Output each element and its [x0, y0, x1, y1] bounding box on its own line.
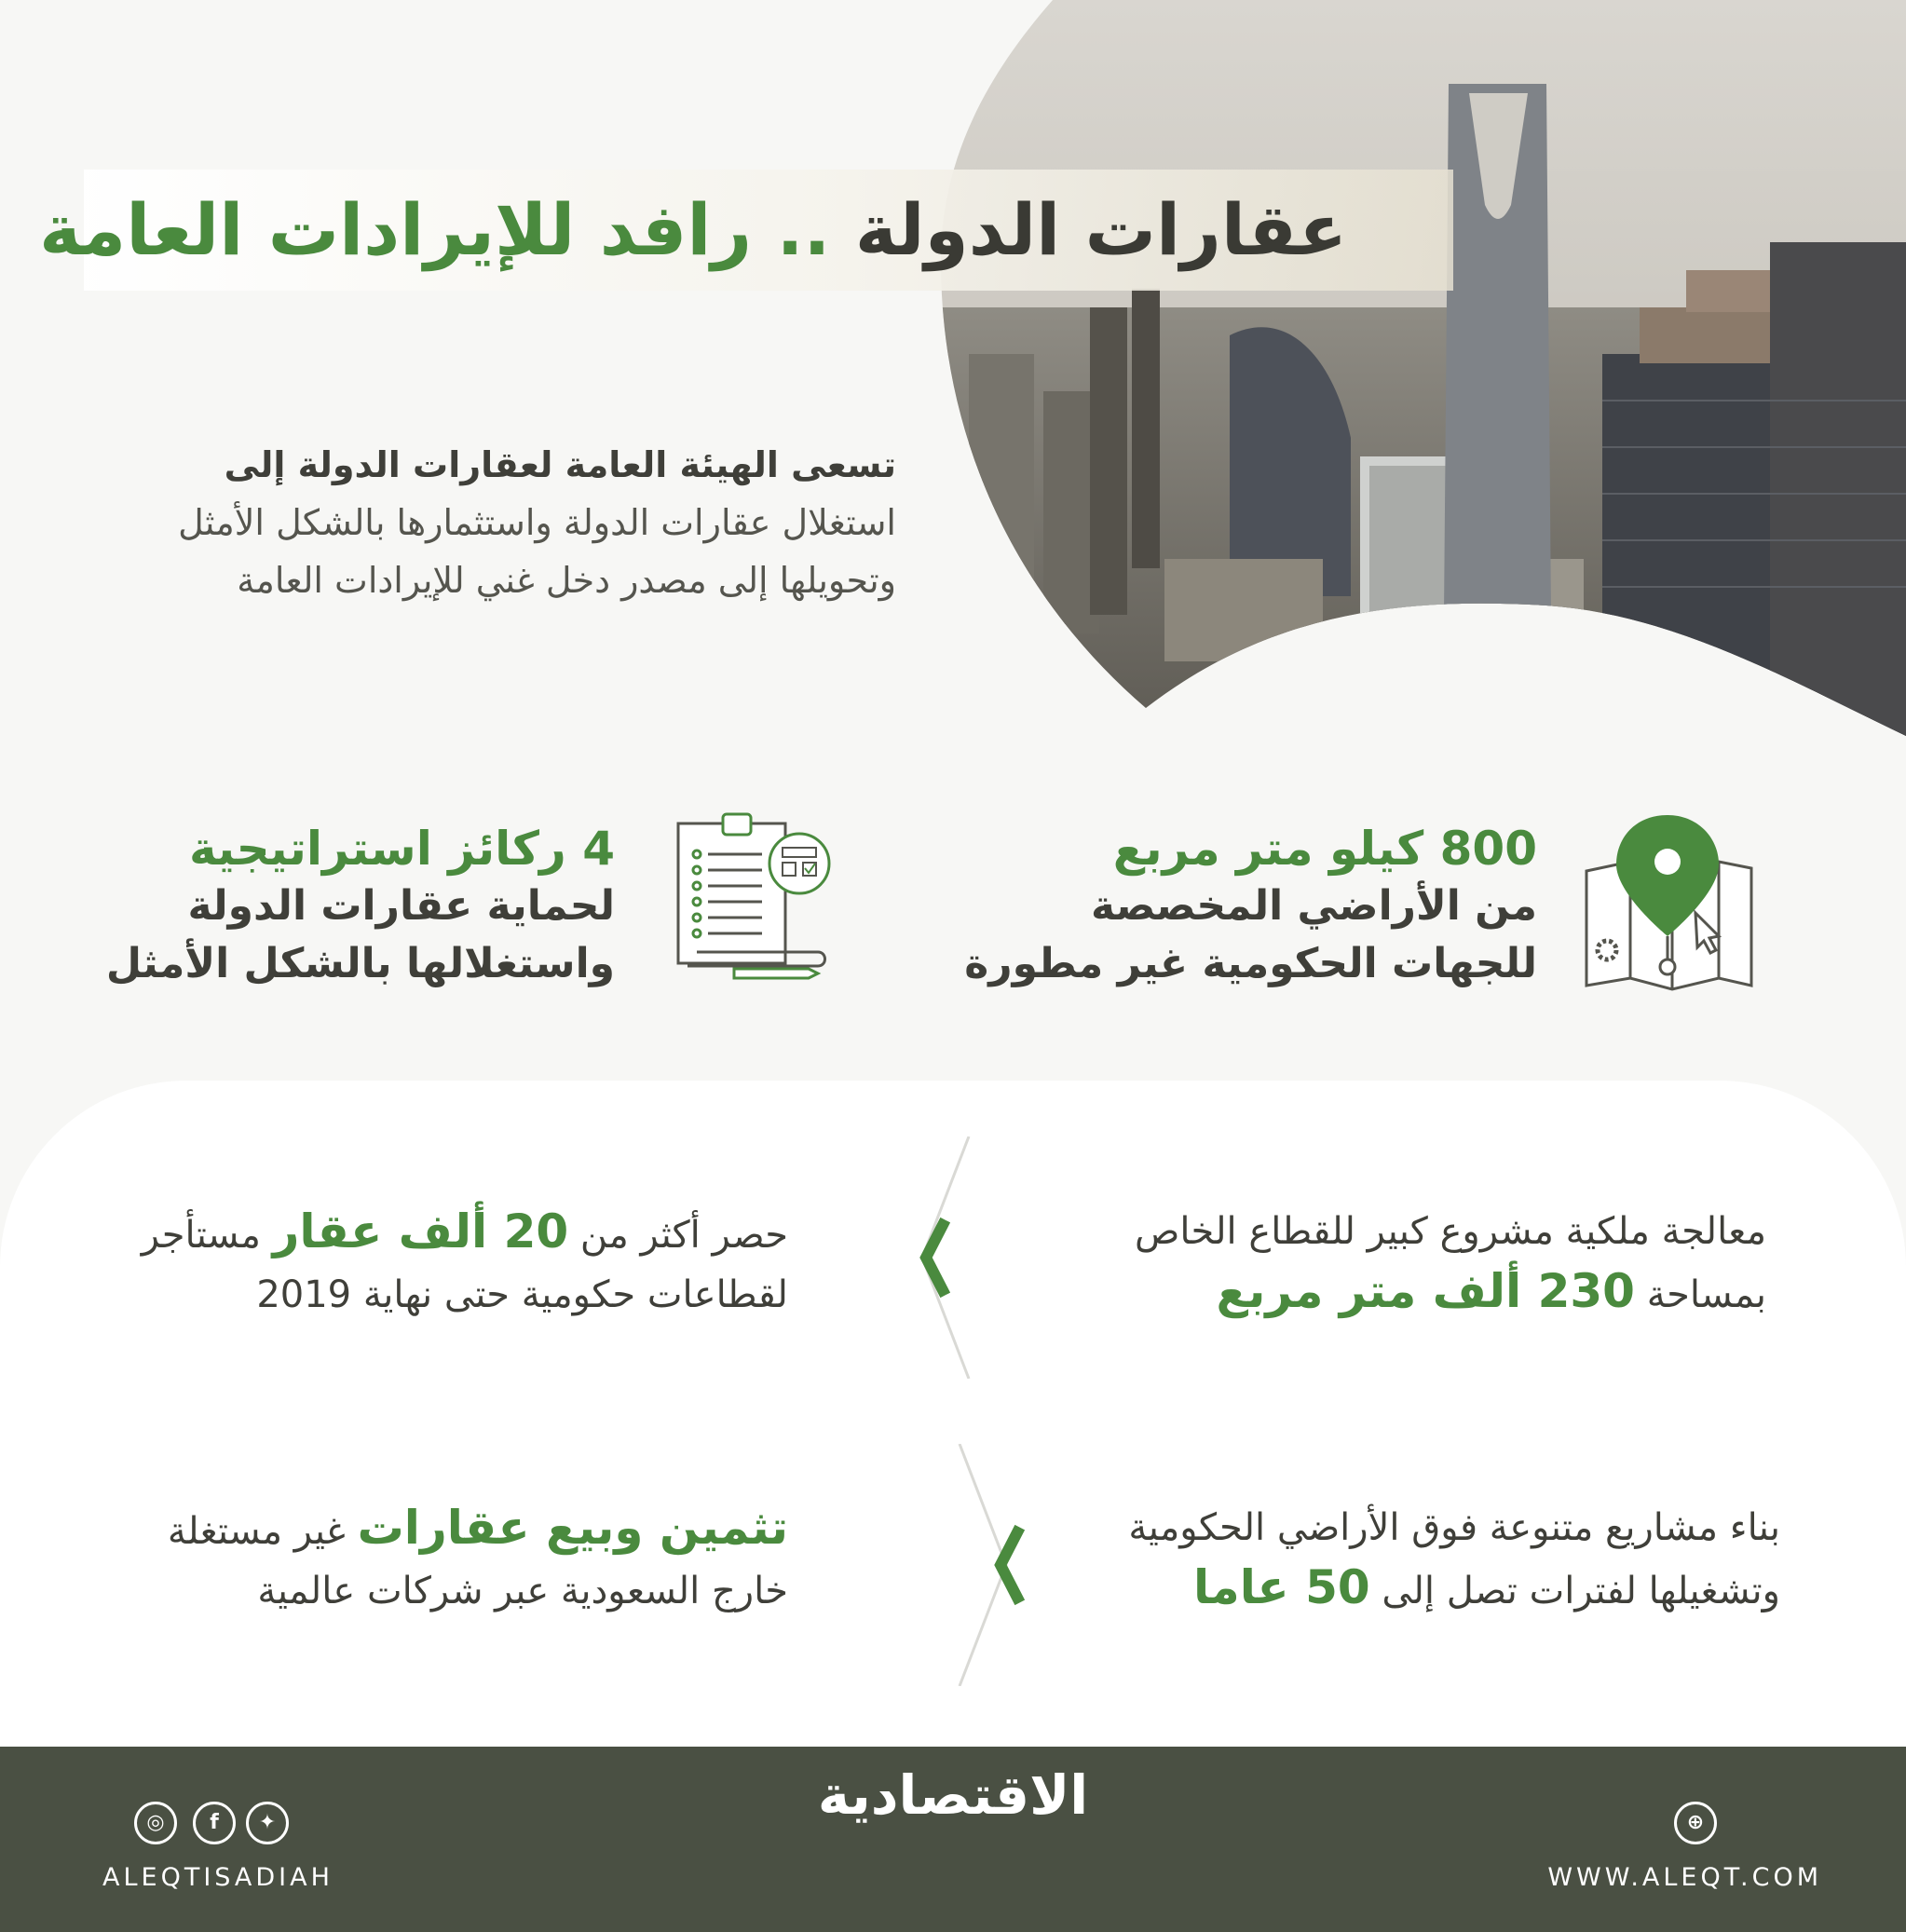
- item-valuation-highlight: تثمين وبيع عقارات: [357, 1501, 788, 1555]
- item-diverse-prefix: وتشغيلها لفترات تصل إلى: [1382, 1570, 1780, 1612]
- stat-pillars-line-3: واستغلالها بالشكل الأمثل: [105, 940, 615, 987]
- intro-line-1: تسعى الهيئة العامة لعقارات الدولة إلى: [224, 444, 896, 485]
- riyadh-skyline-photo: [0, 0, 1906, 745]
- website-link[interactable]: WWW.ALEQT.COM: [1547, 1863, 1822, 1892]
- item-diverse-projects-line-2: [1128, 1558, 1780, 1621]
- page-title: [39, 188, 1347, 271]
- item-private-project: [1135, 1202, 1766, 1325]
- twitter-icon[interactable]: ✦: [246, 1802, 289, 1844]
- facebook-icon[interactable]: f: [193, 1802, 236, 1844]
- item-valuation-sale-line-2: خارج السعودية عبر شركات عالمية: [257, 1570, 788, 1612]
- item-valuation-suffix: غير مستغلة: [167, 1510, 346, 1553]
- item-leased-properties-line-1: [142, 1202, 788, 1265]
- stat-land-line-2: من الأراضي المخصصة: [1091, 882, 1537, 930]
- item-valuation-sale: [168, 1498, 788, 1621]
- intro-line-2: استغلال عقارات الدولة واستثمارها بالشكل الأمثل: [178, 502, 896, 543]
- social-handle[interactable]: ALEQTISADIAH: [102, 1863, 334, 1892]
- item-valuation-sale-line-1: [168, 1498, 788, 1561]
- item-leased-suffix: مستأجر: [141, 1214, 261, 1257]
- stat-pillars-line-2: لحماية عقارات الدولة: [187, 882, 615, 930]
- stat-land-line-3: للجهات الحكومية غير مطورة: [964, 940, 1537, 987]
- item-private-project-line-1: معالجة ملكية مشروع كبير للقطاع الخاص: [1134, 1210, 1766, 1253]
- stat-pillars-headline: 4 ركائز استراتيجية: [188, 822, 615, 876]
- item-diverse-projects-line-1: بناء مشاريع متنوعة فوق الأراضي الحكومية: [1128, 1506, 1780, 1549]
- chevron-left-icon: [913, 1136, 987, 1379]
- stat-strategic-pillars: [106, 820, 615, 993]
- chevron-left-icon: [950, 1444, 1025, 1686]
- map-pin-icon: [1579, 810, 1756, 997]
- title-subtitle: .. رافد للإيرادات العامة: [39, 188, 831, 271]
- title-main: عقارات الدولة: [854, 188, 1347, 271]
- aleqtisadiah-logo: الاقتصادية: [817, 1763, 1089, 1827]
- item-diverse-years: 50 عاما: [1193, 1560, 1370, 1614]
- item-private-project-prefix: بمساحة: [1646, 1273, 1766, 1316]
- intro-line-3: وتحويلها إلى مصدر دخل غني للإيرادات العامة: [237, 560, 896, 601]
- item-leased-count: 20 ألف عقار: [272, 1204, 569, 1259]
- item-leased-properties: [142, 1202, 788, 1325]
- intro-paragraph: [151, 436, 896, 609]
- stat-undeveloped-land: [964, 820, 1537, 993]
- item-diverse-projects: [1128, 1498, 1780, 1621]
- stat-land-headline: 800 كيلو متر مربع: [1112, 822, 1537, 876]
- item-private-project-line-2: [1135, 1261, 1766, 1325]
- instagram-icon[interactable]: ◎: [134, 1802, 177, 1844]
- clipboard-checklist-icon: [669, 812, 837, 989]
- dribbble-globe-icon[interactable]: ⊕: [1674, 1802, 1717, 1844]
- item-private-project-area: 230 ألف متر مربع: [1216, 1264, 1635, 1318]
- item-leased-properties-line-2: لقطاعات حكومية حتى نهاية 2019: [256, 1273, 788, 1316]
- item-leased-prefix: حصر أكثر من: [579, 1214, 788, 1257]
